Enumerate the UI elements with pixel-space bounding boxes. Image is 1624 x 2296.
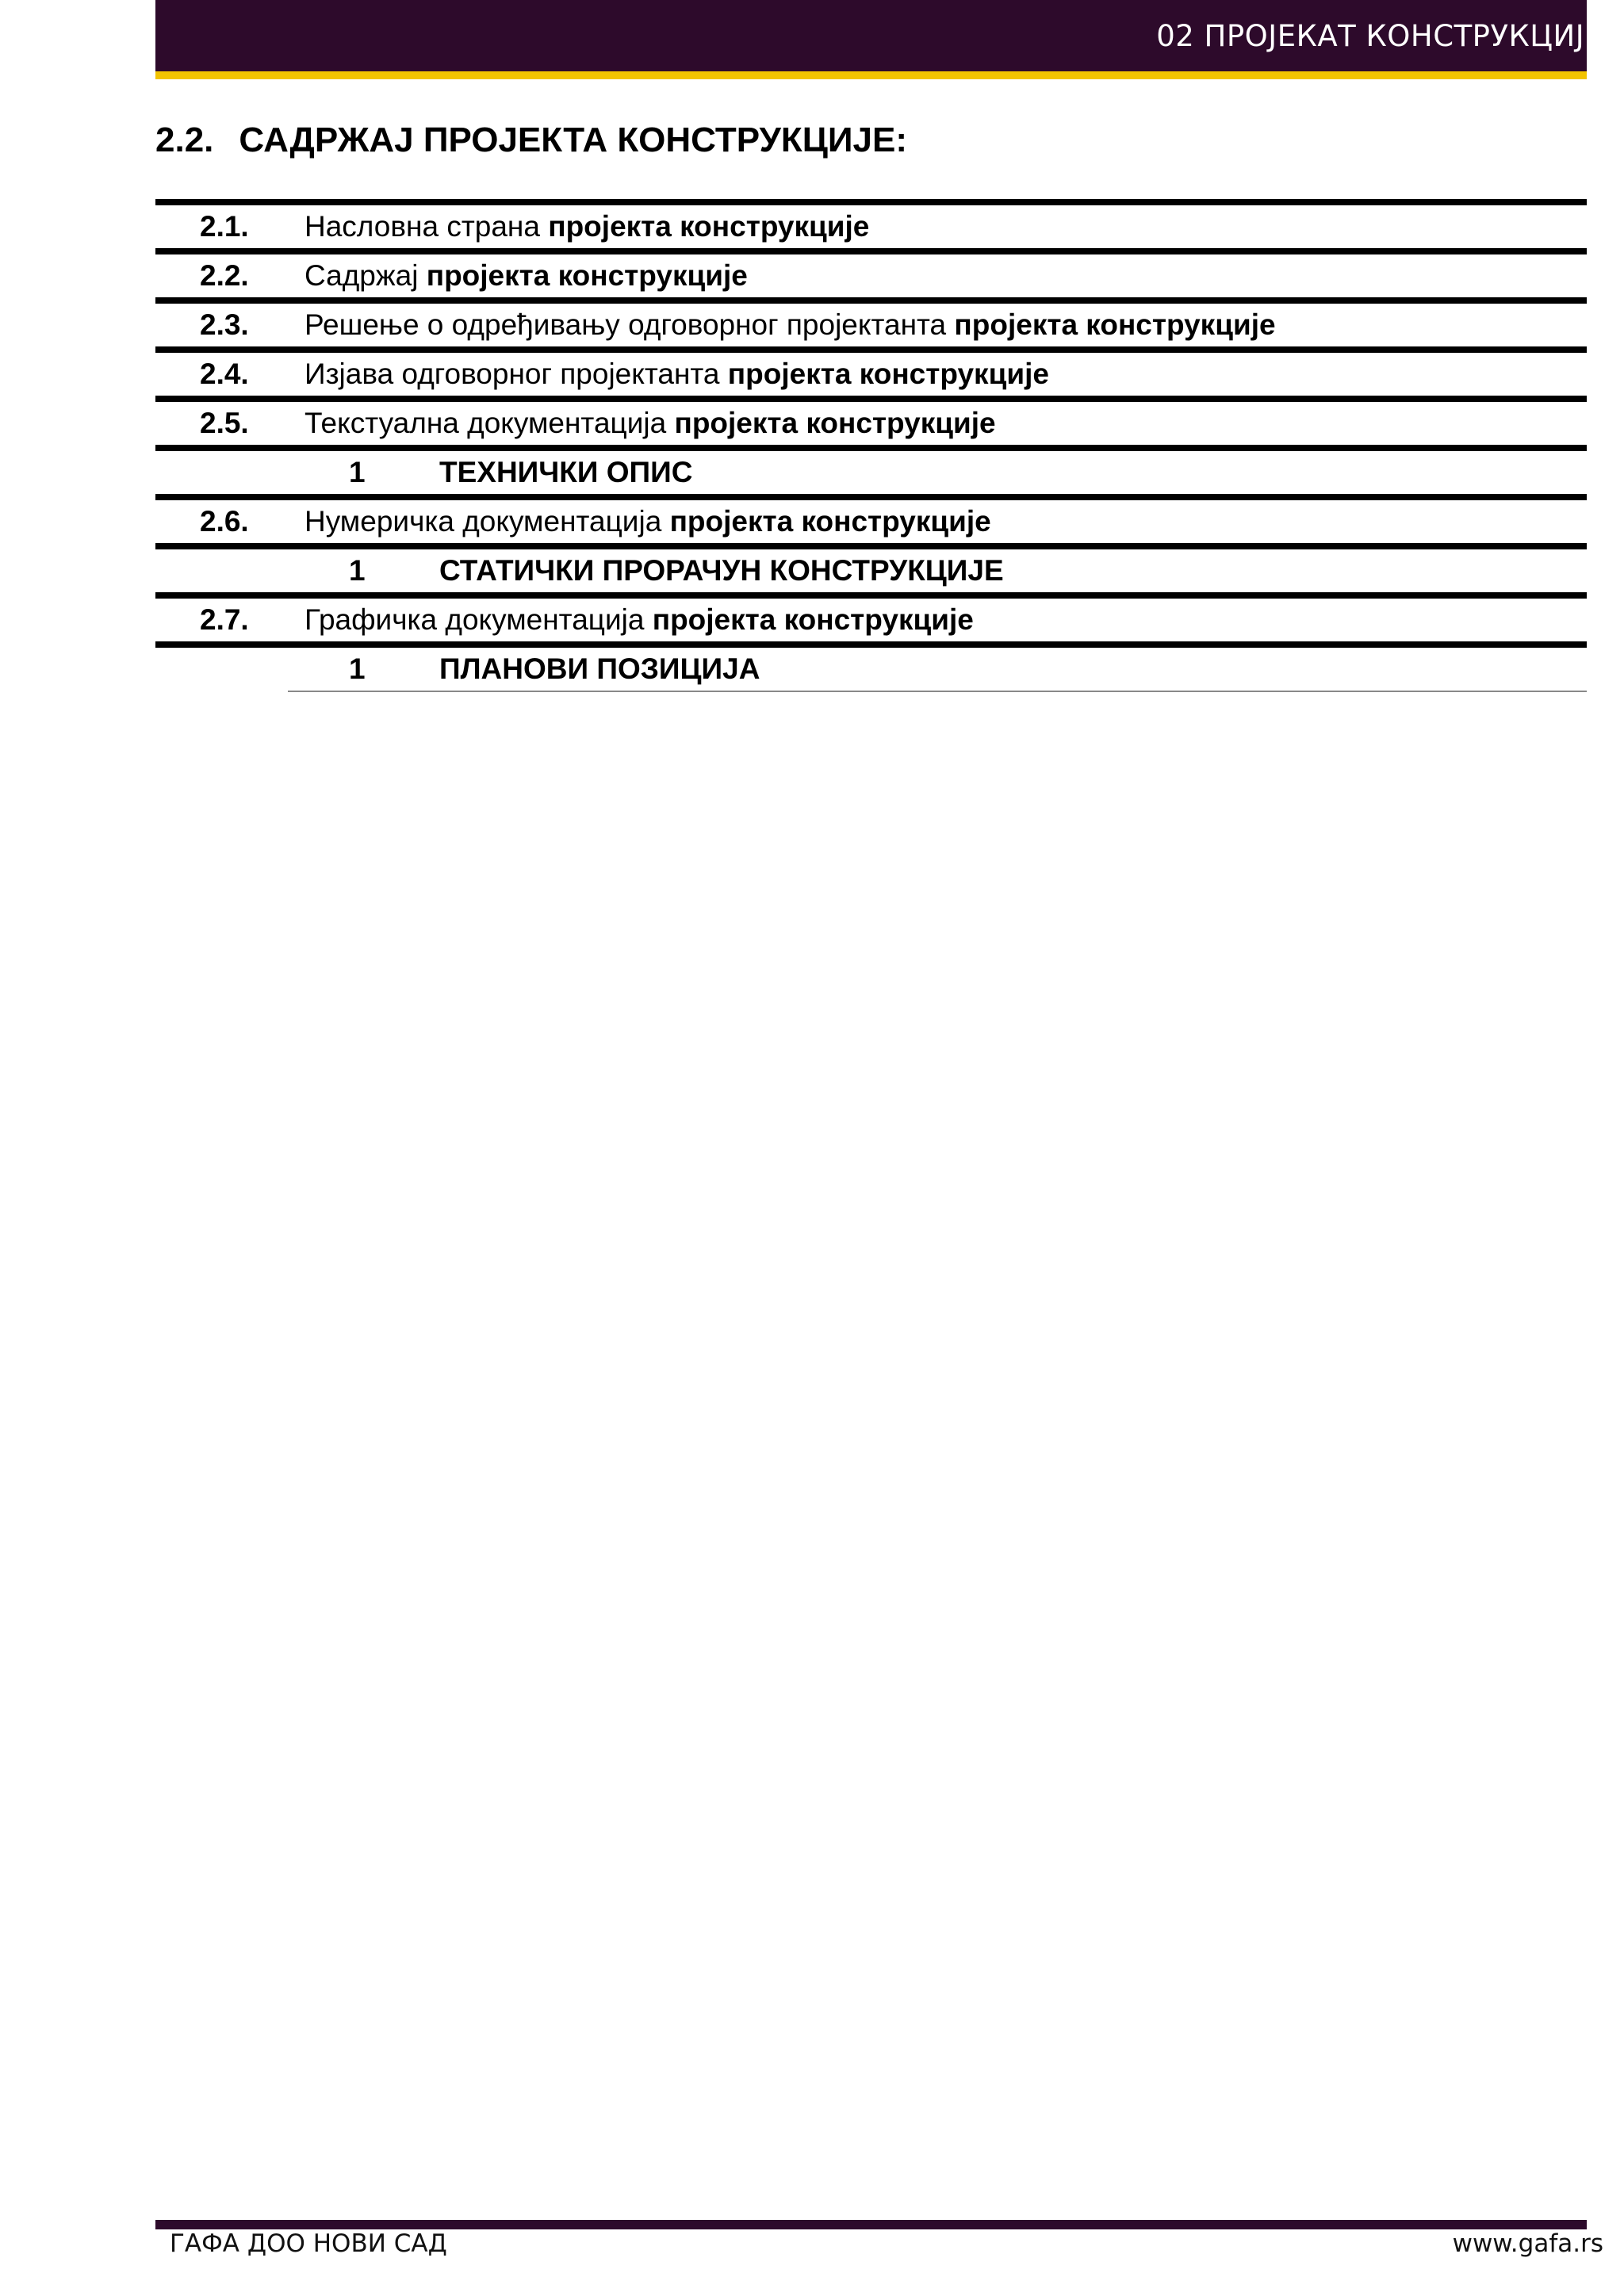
toc-subrow (155, 549, 1587, 592)
toc-sublabel: ТЕХНИЧКИ ОПИС (439, 456, 693, 488)
toc-subrow (155, 648, 1587, 691)
header-accent-line (155, 71, 1587, 79)
toc-rule (155, 248, 1587, 254)
toc-rule (155, 494, 1587, 500)
toc-rule (155, 445, 1587, 451)
toc-rule (155, 641, 1587, 648)
toc-label-text: Графичка документација (304, 603, 653, 636)
toc-label-text: Изјава одговорног пројектанта (304, 358, 728, 390)
toc-label (304, 254, 748, 297)
header-title: 02 ПРОЈЕКАТ КОНСТРУКЦИЈЕ (1156, 19, 1603, 53)
toc-row (155, 205, 1587, 248)
toc-sublabel: СТАТИЧКИ ПРОРАЧУН КОНСТРУКЦИЈЕ (439, 554, 1004, 587)
toc-rule (155, 346, 1587, 353)
toc-label (304, 304, 1276, 346)
toc-sublabel: ПЛАНОВИ ПОЗИЦИЈА (439, 652, 760, 685)
toc-label-text: Решење о одређивању одговорног пројектанта (304, 308, 955, 341)
toc-label-bold: пројекта конструкције (652, 603, 974, 636)
table-of-contents (155, 199, 1587, 692)
toc-label (304, 353, 1049, 396)
toc-number: 2.4. (200, 358, 249, 390)
footer-bar (155, 2220, 1587, 2229)
toc-subnumber: 1 (349, 456, 366, 488)
toc-label-text: Нумеричка документација (304, 505, 670, 538)
footer-company: ГАФА ДОО НОВИ САД (170, 2229, 447, 2258)
toc-label-bold: пројекта конструкције (674, 407, 996, 439)
toc-rule (155, 396, 1587, 402)
toc-row (155, 353, 1587, 396)
toc-label-text: Садржај (304, 259, 427, 292)
toc-subrow (155, 451, 1587, 494)
toc-rule (155, 297, 1587, 304)
toc-number: 2.1. (200, 210, 249, 243)
toc-number: 2.2. (200, 259, 249, 292)
toc-subnumber: 1 (349, 652, 366, 685)
toc-label-bold: пројекта конструкције (727, 358, 1049, 390)
toc-label (304, 205, 869, 248)
section-title: САДРЖАЈ ПРОЈЕКТА КОНСТРУКЦИЈЕ: (239, 121, 907, 159)
toc-number: 2.5. (200, 407, 249, 439)
toc-end-rule (288, 691, 1587, 692)
toc-row (155, 500, 1587, 543)
toc-label-bold: пројекта конструкције (548, 210, 870, 243)
toc-rule (155, 199, 1587, 205)
toc-row (155, 304, 1587, 346)
toc-row (155, 254, 1587, 297)
toc-label (304, 500, 991, 543)
toc-number: 2.6. (200, 505, 249, 538)
toc-row (155, 402, 1587, 445)
toc-rule (155, 543, 1587, 549)
toc-label-bold: пројекта конструкције (669, 505, 991, 538)
toc-row (155, 599, 1587, 641)
toc-subnumber: 1 (349, 554, 366, 587)
toc-label (304, 402, 996, 445)
section-heading (155, 121, 907, 160)
toc-number: 2.7. (200, 603, 249, 636)
section-number: 2.2. (155, 121, 214, 159)
toc-label-bold: пројекта конструкције (426, 259, 748, 292)
footer-website: www.gafa.rs (1452, 2229, 1603, 2258)
toc-label (304, 599, 974, 641)
toc-rule (155, 592, 1587, 599)
toc-label-text: Текстуална документација (304, 407, 675, 439)
toc-label-text: Насловна страна (304, 210, 549, 243)
toc-number: 2.3. (200, 308, 249, 341)
toc-label-bold: пројекта конструкције (954, 308, 1276, 341)
